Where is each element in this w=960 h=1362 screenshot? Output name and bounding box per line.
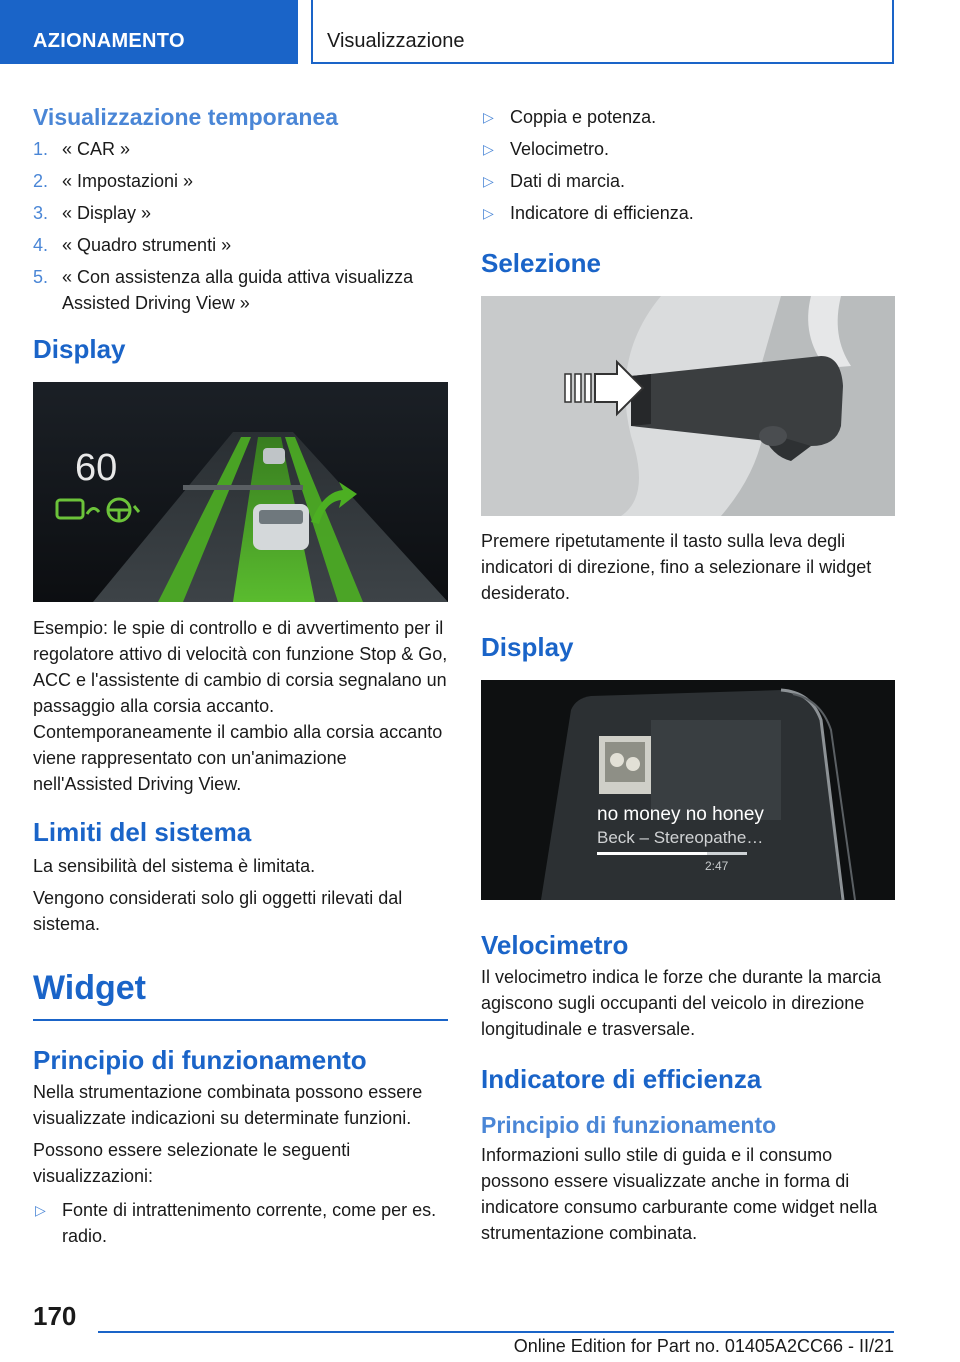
list-item: ▷ Velocimetro. bbox=[483, 139, 610, 159]
list-item: 1. « CAR » bbox=[33, 139, 131, 159]
list-item: ▷ Indicatore di efficienza. bbox=[483, 203, 694, 223]
principle-text-2: Possono essere selezionate le seguenti visualizzazioni: bbox=[33, 1140, 351, 1186]
selection-text: Premere ripetutamente il tasto sulla leva degli indicatori di direzione, fino a selezionare il widget desiderato. bbox=[481, 531, 872, 603]
list-item: ▷ Fonte di intrattenimento corrente, come per es. radio. bbox=[35, 1200, 437, 1246]
efficiency-principle-heading: Principio di funzionamento bbox=[481, 1112, 777, 1138]
efficiency-heading: Indicatore di efficienza bbox=[481, 1064, 762, 1094]
velocimeter-heading: Velocimetro bbox=[481, 930, 629, 960]
widget-heading: Widget bbox=[33, 963, 448, 1021]
display-heading: Display bbox=[33, 334, 126, 364]
widget-options-list bbox=[33, 1197, 448, 1249]
display-caption: Esempio: le spie di controllo e di avvertimento per il regolatore attivo di velocità con funzione Stop & Go, ACC e l'assistente di cambio di corsia segnalano un passaggio alla corsia accanto. Contemporaneamente il cambio alla corsia accanto viene rappresentato con un'animazione nell'Assisted Driving View. bbox=[33, 618, 448, 794]
velocimeter-text: Il velocimetro indica le forze che durante la marcia agiscono sugli occupanti del veicolo in direzione longitudinale e trasversale. bbox=[481, 967, 882, 1039]
list-item: 3. « Display » bbox=[33, 203, 152, 223]
limits-text-1: La sensibilità del sistema è limitata. bbox=[33, 856, 316, 876]
header-topic-label: Visualizzazione bbox=[327, 30, 465, 52]
principle-heading: Principio di funzionamento bbox=[33, 1045, 367, 1075]
footer-rule bbox=[98, 1331, 894, 1333]
page-number: 170 bbox=[33, 1301, 77, 1331]
temp-display-heading: Visualizzazione temporanea bbox=[33, 104, 339, 130]
list-item: 4. « Quadro strumenti » bbox=[33, 235, 232, 255]
temp-steps-list bbox=[33, 136, 448, 316]
list-item: ▷ Dati di marcia. bbox=[483, 171, 626, 191]
header-topic-tab bbox=[311, 0, 894, 64]
media-artist: Beck – Stereopathe… bbox=[597, 828, 764, 847]
media-widget-image bbox=[481, 680, 895, 900]
turn-signal-lever-image bbox=[481, 296, 895, 516]
right-column bbox=[481, 104, 895, 1246]
media-time: 2:47 bbox=[705, 859, 729, 873]
header-section-label: AZIONAMENTO bbox=[33, 30, 185, 52]
list-item: 2. « Impostazioni » bbox=[33, 171, 194, 191]
list-item: 5. « Con assistenza alla guida attiva visualizza Assisted Driving View » bbox=[33, 267, 414, 313]
list-item: ▷ Coppia e potenza. bbox=[483, 107, 657, 127]
media-title: no money no honey bbox=[597, 804, 764, 825]
edition-info: Online Edition for Part no. 01405A2CC66 - II/21 bbox=[513, 1336, 894, 1356]
principle-text-1: Nella strumentazione combinata possono essere visualizzate indicazioni su determinate funzioni. bbox=[33, 1082, 423, 1128]
left-column bbox=[33, 100, 448, 1255]
right-display-heading: Display bbox=[481, 632, 574, 662]
selection-heading: Selezione bbox=[481, 248, 601, 278]
widget-options-list-continued bbox=[481, 104, 895, 226]
assisted-driving-view-image bbox=[33, 382, 448, 602]
header-section-tab bbox=[0, 0, 298, 64]
limits-heading: Limiti del sistema bbox=[33, 817, 252, 847]
limits-text-2: Vengono considerati solo gli oggetti rilevati dal sistema. bbox=[33, 888, 403, 934]
speed-readout: 60 bbox=[75, 447, 118, 489]
efficiency-text: Informazioni sullo stile di guida e il consumo possono essere visualizzate anche in forma di indicatore consumo carburante come widget nella strumentazione combinata. bbox=[481, 1145, 878, 1243]
